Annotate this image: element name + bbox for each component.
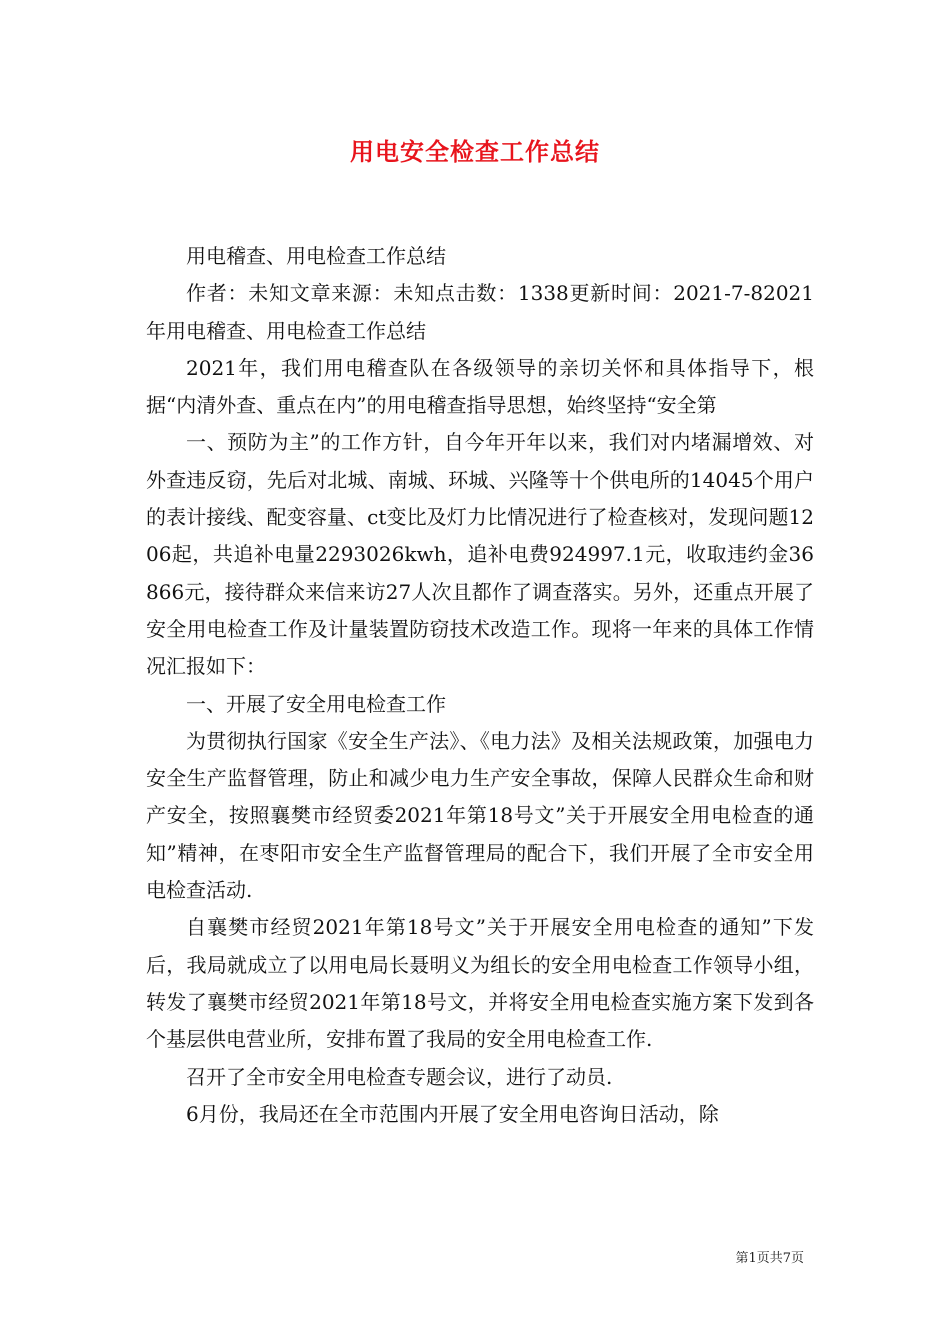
- paragraph-meeting: 召开了全市安全用电检查专题会议，进行了动员.: [186, 1064, 613, 1089]
- document-title: 用电安全检查工作总结: [350, 138, 600, 166]
- paragraph-meta: 作者：未知文章来源：未知点击数：1338更新时间：2021-7-82021年用电稽查、用电检查工作总结: [146, 281, 814, 343]
- paragraph-section-1: 为贯彻执行国家《安全生产法》、《电力法》及相关法规政策，加强电力安全生产监督管理，防止和减少电力生产安全事故，保障人民群众生命和财产安全，按照襄樊市经贸委2021年第18号文”关于开展安全用电检查的通知”精神，在枣阳市安全生产监督管理局的配合下，我们开展了全市安全用电检查活动.: [146, 728, 814, 903]
- paragraph-heading: 用电稽查、用电检查工作总结: [186, 244, 446, 268]
- document-body: [146, 238, 814, 1133]
- page-number: 第1页共7页: [735, 1251, 804, 1266]
- paragraph-summary: 一、预防为主”的工作方针，自今年开年以来，我们对内堵漏增效、对外查违反窃，先后对北城、南城、环城、兴隆等十个供电所的14045个用户的表计接线、配变容量、ct变比及灯力比情况进行了检查核对，发现问题1206起，共追补电量2293026kwh，追补电费924997.1元，收取违约金36866元，接待群众来信来访27人次且都作了调查落实。另外，还重点开展了安全用电检查工作及计量装置防窃技术改造工作。现将一年来的具体工作情况汇报如下：: [146, 430, 814, 679]
- section-heading-1: 一、开展了安全用电检查工作: [186, 691, 446, 716]
- paragraph-section-2: 自襄樊市经贸2021年第18号文”关于开展安全用电检查的通知”下发后，我局就成立了以用电局长聂明义为组长的安全用电检查工作领导小组，转发了襄樊市经贸2021年第18号文，并将安全用电检查实施方案下发到各个基层供电营业所，安排布置了我局的安全用电检查工作.: [146, 915, 814, 1052]
- paragraph-june: 6月份，我局还在全市范围内开展了安全用电咨询日活动，除: [186, 1101, 719, 1126]
- paragraph-intro: 2021年，我们用电稽查队在各级领导的亲切关怀和具体指导下，根据“内清外查、重点在内”的用电稽查指导思想，始终坚持“安全第: [146, 355, 814, 418]
